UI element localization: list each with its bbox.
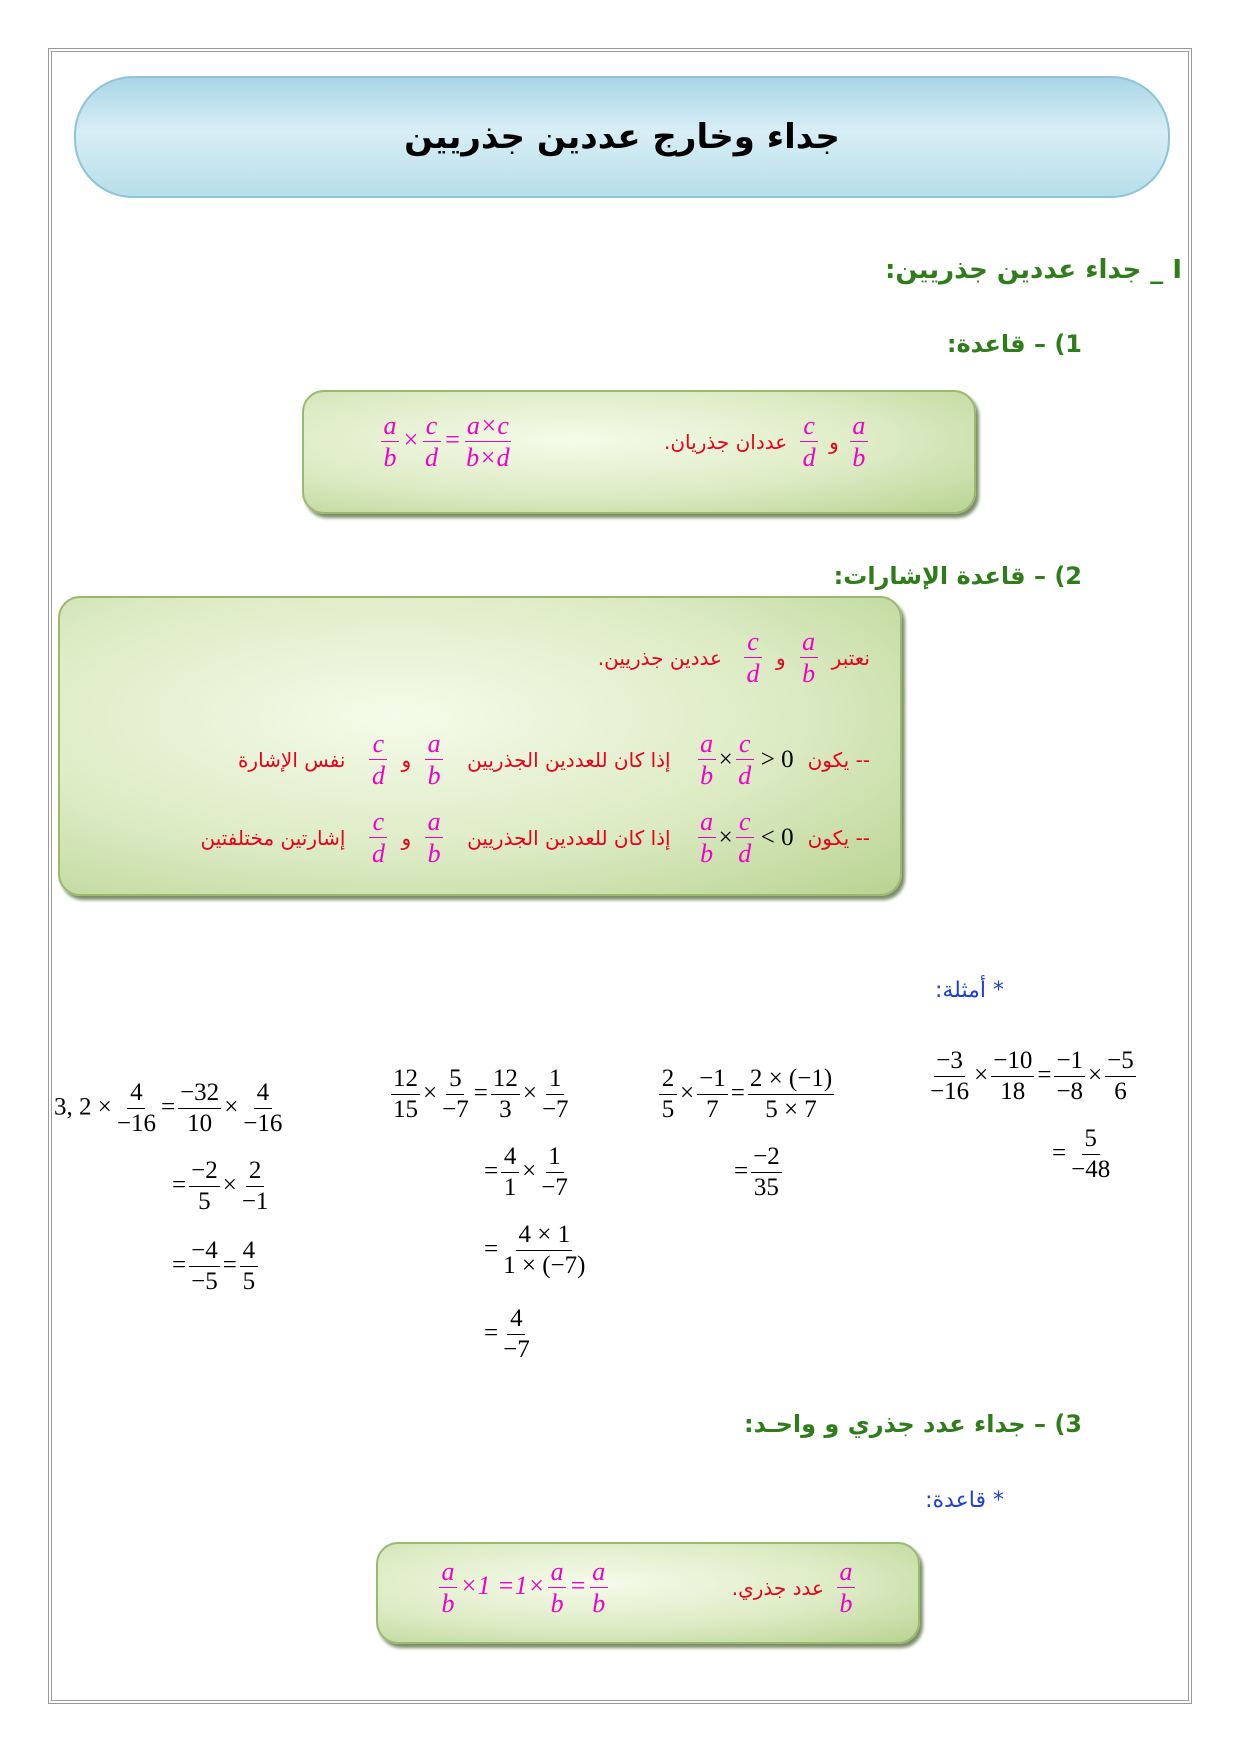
example-2-result: = $\frac{-2}{35}$ (734, 1143, 780, 1202)
example-3-step3: = $\frac{4 \times 1}{1 \times (-7)}$ (484, 1221, 586, 1280)
page-title: جداء وخارج عددين جذريين (404, 117, 840, 157)
example-3-step4: = $\frac{4}{-7}$ (484, 1305, 530, 1364)
rule3-statement: $\frac{a}{b}$ عدد جذري. (732, 1558, 858, 1618)
rule2-line1: -- يكون $\frac{a}{b}$ × $\frac{c}{d}$ > 0 إذا كان للعددين الجذريين $\frac{a}{b}$ و $\frac{c}{d}$ نفس الإشارة (237, 729, 870, 791)
example-2: $\frac{2}{5}$ × $\frac{-1}{7}$ = $\frac{2 \times (-1)}{5 \times 7}$ (656, 1066, 837, 1124)
rule2-box (58, 596, 902, 896)
rule1-heading: 1) – قاعدة: (946, 330, 1082, 358)
title-banner (74, 76, 1170, 198)
example-3: $\frac{12}{15}$ × $\frac{5}{-7}$ = $\frac{12}{3}$ × $\frac{1}{-7}$ (393, 1065, 569, 1124)
rule2-heading: 2) – قاعدة الإشارات: (833, 562, 1082, 590)
rule3-heading: 3) – جداء عدد جذري و واحـد: (743, 1410, 1082, 1438)
examples-label: * أمثلة: (934, 978, 1004, 1003)
rule1-statement: $\frac{a}{b}$ و $\frac{c}{d}$ عددان جذريان. (664, 412, 871, 472)
example-1: $\frac{-3}{-16}$ × $\frac{-10}{18}$ = $\frac{-1}{-8}$ × $\frac{-5}{6}$ (930, 1047, 1134, 1106)
rule3-box (376, 1542, 920, 1644)
rule1-formula: $\frac{a}{b}$ × $\frac{c}{d}$ = $\frac{a\times c}{b\times d}$ (378, 412, 515, 472)
rule2-line2: -- يكون $\frac{a}{b}$ × $\frac{c}{d}$ < 0 إذا كان للعددين الجذريين $\frac{a}{b}$ و $\frac{c}{d}$ إشارتين مختلفتين (200, 807, 870, 869)
section-heading: I _ جداء عددين جذريين: (884, 255, 1182, 285)
example-4: 3, 2 × $\frac{4}{-16}$ = $\frac{-32}{10}$ × $\frac{4}{-16}$ (54, 1079, 283, 1138)
example-3-step2: = $\frac{4}{1}$ × $\frac{1}{-7}$ (484, 1143, 568, 1202)
example-1-result: = $\frac{5}{-48}$ (1052, 1125, 1111, 1184)
example-4-step3: = $\frac{-4}{-5}$ = $\frac{4}{5}$ (172, 1238, 261, 1296)
rule2-consider-line: نعتبر $\frac{a}{b}$ و $\frac{c}{d}$ عددين جذريين. (597, 627, 870, 689)
example-4-step2: = $\frac{-2}{5}$ × $\frac{2}{-1}$ (172, 1157, 269, 1216)
rule3-label: * قاعدة: (925, 1488, 1004, 1513)
rule1-box (302, 390, 976, 514)
rule3-formula: $\frac{a}{b}$ ×1 =1× $\frac{a}{b}$ = $\frac{a}{b}$ (436, 1558, 611, 1618)
